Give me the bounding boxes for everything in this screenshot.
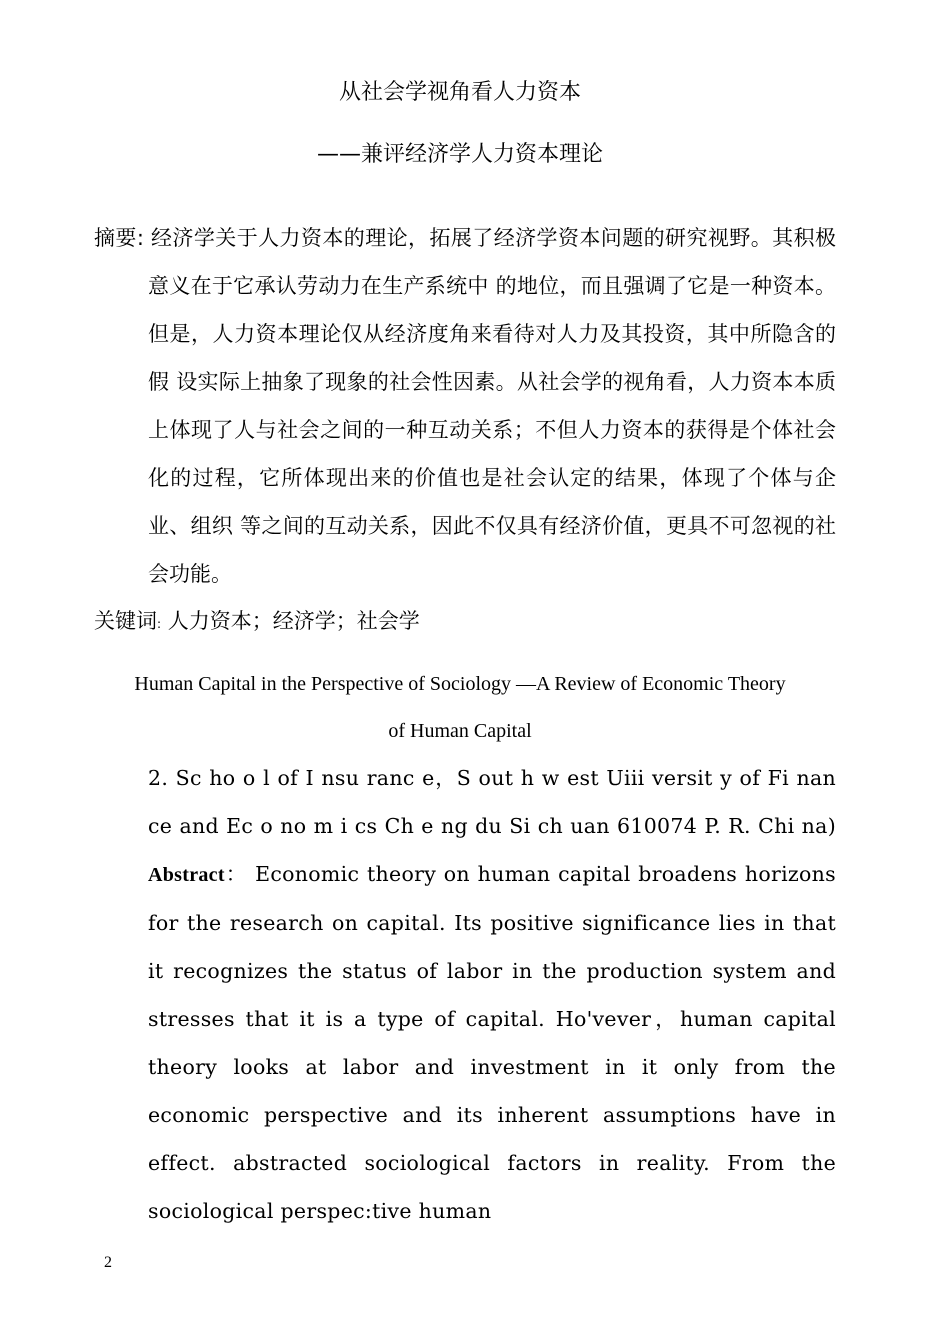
page-number: 2 (104, 1254, 112, 1271)
chinese-abstract (94, 214, 836, 598)
english-abstract-label: Abstract (148, 864, 225, 886)
english-abstract-text: Economic theory on human capital broadens horizons for the research on capital. Its positive significance lies in that it recognizes the status of labor in the production system and stresses that it is a type of capital. Ho'vever，human capital theory looks at labor and investment in it only from the economic perspective and its inherent assumptions have in effect. abstracted sociological factors in reality. From the sociological perspec:tive human (148, 862, 836, 1223)
english-title-line1: Human Capital in the Perspective of Sociology —A Review of Economic Theory (134, 673, 786, 695)
english-title-line2: of Human Capital (388, 720, 532, 742)
english-abstract-colon: ： (224, 862, 248, 886)
keywords-text: 人力资本；经济学；社会学 (161, 609, 420, 633)
keywords (94, 597, 854, 648)
chinese-abstract-text: 经济学关于人力资本的理论，拓展了经济学资本问题的研究视野。其积极意义在于它承认劳动力在生产系统中 的地位，而且强调了它是一种资本。但是，人力资本理论仅从经济度角来看待对人力及其投资，其中所隐含的假 设实际上抽象了现象的社会性因素。从社会学的视角看，人力资本本质上体现了人与社会之间的一种互动关系；不但人力资本的获得是个体社会化的过程，它所体现出来的价值也是社会认定的结果，体现了个体与企业、组织 等之间的互动关系，因此不仅具有经济价值，更具不可忽视的社会功能。 (143, 226, 836, 586)
affiliation-text: 2. Sc ho o l of I nsu ranc e，S out h w est Uiii versit y of Fi nan ce and Ec o no m i cs Ch e ng du Si ch uan 610074 P. R. Chi na) (148, 766, 836, 838)
page-title: 从社会学视角看人力资本 (338, 80, 581, 105)
chinese-abstract-label: 摘要: (94, 226, 144, 250)
keywords-colon: : (157, 617, 162, 631)
page-subtitle: ——兼评经济学人力资本理论 (316, 142, 603, 167)
keywords-label: 关键词 (94, 609, 157, 633)
english-abstract (148, 754, 836, 1235)
